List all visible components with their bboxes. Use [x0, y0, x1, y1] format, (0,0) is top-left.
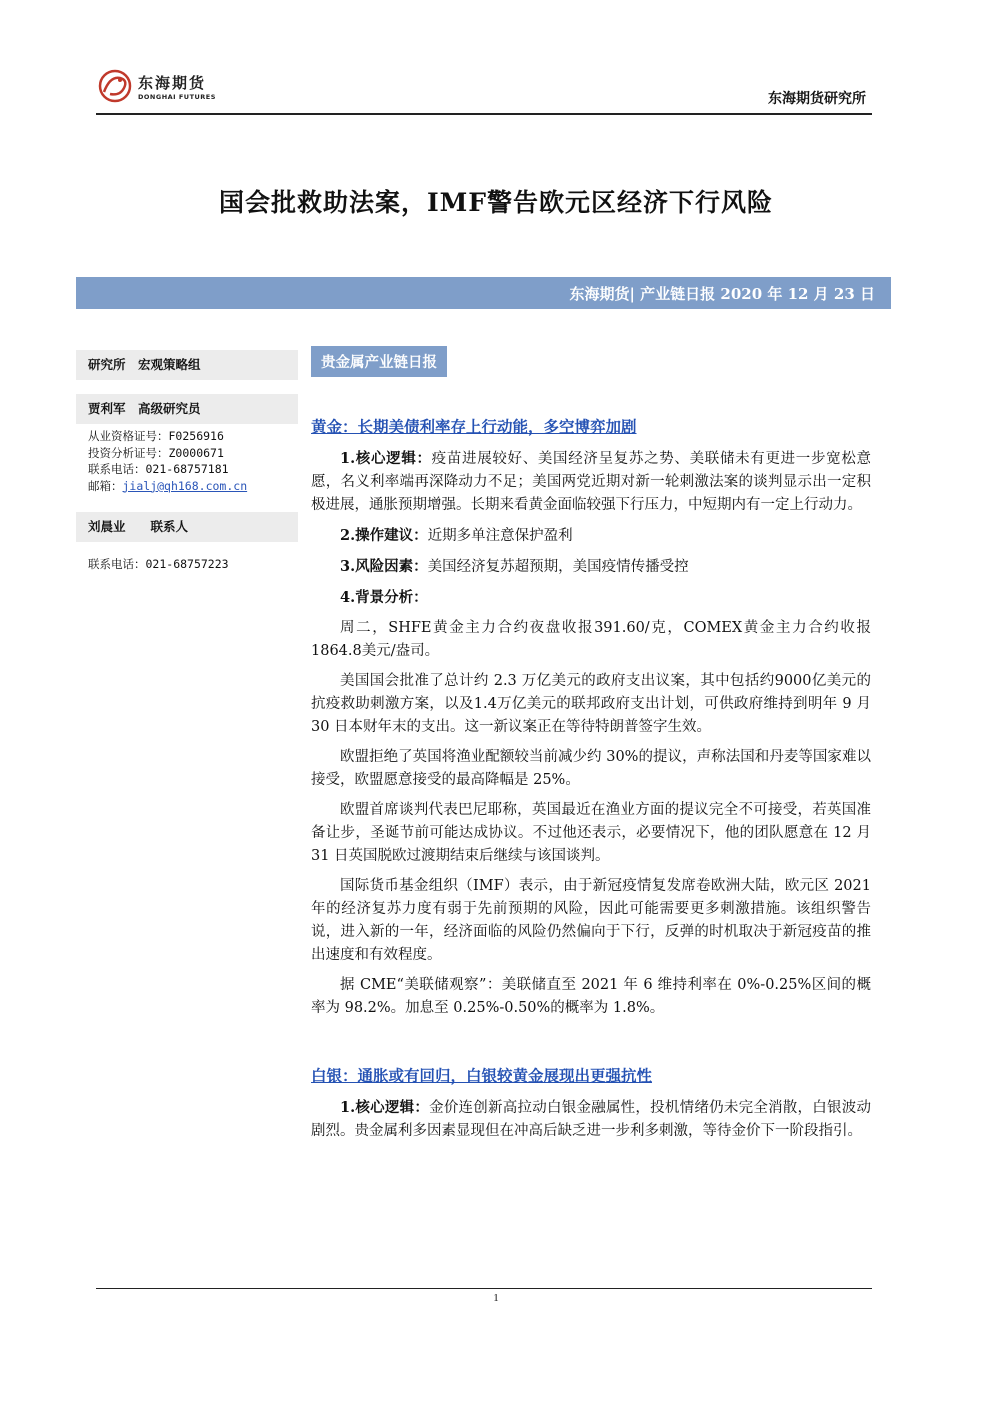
page-header — [96, 64, 872, 114]
background-paragraph: 欧盟首席谈判代表巴尼耶称，英国最近在渔业方面的提议完全不可接受，若英国准备让步，圣诞节前可能达成协议。不过他还表示，必要情况下，他的团队愿意在 12 月 31 日英国脱欧过渡期结束后继续与该国谈判。 — [311, 802, 871, 864]
email-label: 邮箱： — [88, 478, 123, 493]
silver-core-logic: 1.核心逻辑：金价连创新高拉动白银金融属性，投机情绪仍未完全消散，白银波动剧烈。贵金属利多因素显现但在冲高后缺乏进一步利多刺激，等待金价下一阶段指引。 — [311, 1099, 872, 1139]
sidebar-group-research: 研究所 宏观策略组 — [76, 350, 298, 380]
background-paragraph: 欧盟拒绝了英国将渔业配额较当前减少约 30%的提议，声称法国和丹麦等国家难以接受，欧盟愿意接受的最高降幅是 25%。 — [311, 749, 871, 788]
sidebar-analyst-info — [76, 424, 298, 494]
gold-risk: 3.风险因素：美国经济复苏超预期，美国疫情传播受控 — [340, 558, 689, 575]
company-logo — [96, 66, 236, 106]
sidebar — [76, 350, 298, 573]
footer-divider — [96, 1288, 872, 1289]
background-paragraph: 据 CME“美联储观察”：美联储直至 2021 年 6 维持利率在 0%-0.25%区间的概率为 98.2%。加息至 0.25%-0.50%的概率为 1.8%。 — [311, 977, 871, 1016]
silver-subtitle: 白银：通胀或有回归，白银较黄金展现出更强抗性 — [311, 1066, 653, 1085]
main-content — [311, 346, 871, 1143]
logo-text-en: DONGHAI FUTURES — [138, 93, 216, 101]
dragon-logo-icon — [96, 66, 134, 106]
gold-subtitle: 黄金：长期美债利率存上行动能，多空博弈加剧 — [311, 417, 637, 436]
gold-background-label: 4.背景分析： — [340, 589, 428, 606]
sidebar-contact-name: 刘晨业 联系人 — [76, 512, 298, 542]
page-number: 1 — [493, 1292, 499, 1304]
banner-text: 东海期货| 产业链日报 2020 年 12 月 23 日 — [569, 285, 875, 303]
sidebar-contact-info — [76, 542, 298, 573]
background-paragraph: 美国国会批准了总计约 2.3 万亿美元的政府支出议案，其中包括约9000亿美元的抗疫救助刺激方案，以及1.4万亿美元的联邦政府支出计划，可供政府维持到明年 9 月 30 日本财年末的支出。这一新议案正在等待特朗普签字生效。 — [311, 673, 871, 735]
gold-advice: 2.操作建议：近期多单注意保护盈利 — [340, 527, 573, 544]
document-title: 国会批救助法案，IMF警告欧元区经济下行风险 — [218, 188, 774, 217]
email-link[interactable]: jialj@qh168.com.cn — [122, 478, 248, 493]
report-banner — [76, 277, 891, 309]
analysis-number: 投资分析证号：Z0000671 — [88, 445, 224, 460]
sidebar-analyst-name: 贾利军 高级研究员 — [76, 394, 298, 424]
section-tag: 贵金属产业链日报 — [311, 346, 447, 377]
email-row — [88, 478, 286, 495]
phone-number: 联系电话：021-68757181 — [88, 462, 229, 476]
background-paragraph: 国际货币基金组织（IMF）表示，由于新冠疫情复发席卷欧洲大陆，欧元区 2021 年的经济复苏力度有弱于先前预期的风险，因此可能需要更多刺激措施。该组织警告说，进入新的一年，经济面临的风险仍然偏向于下行，反弹的时机取决于新冠疫苗的推出速度和有效程度。 — [311, 878, 871, 963]
qualification-number: 从业资格证号：F0256916 — [88, 429, 224, 443]
header-divider — [96, 113, 872, 115]
logo-text-cn: 东海期货 — [138, 74, 207, 92]
background-paragraph: 周二，SHFE黄金主力合约夜盘收报391.60/克，COMEX黄金主力合约收报1864.8美元/盎司。 — [311, 620, 871, 659]
institute-name: 东海期货研究所 — [768, 91, 866, 107]
gold-core-logic: 1.核心逻辑：疫苗进展较好、美国经济呈复苏之势、美联储未有更进一步宽松意愿，名义利率端再深降动力不足；美国两党近期对新一轮刺激法案的谈判显示出一定积极进展，通胀预期增强。长期来看黄金面临较强下行压力，中短期内有一定上行动力。 — [311, 450, 871, 513]
contact-phone: 联系电话：021-68757223 — [88, 557, 229, 571]
